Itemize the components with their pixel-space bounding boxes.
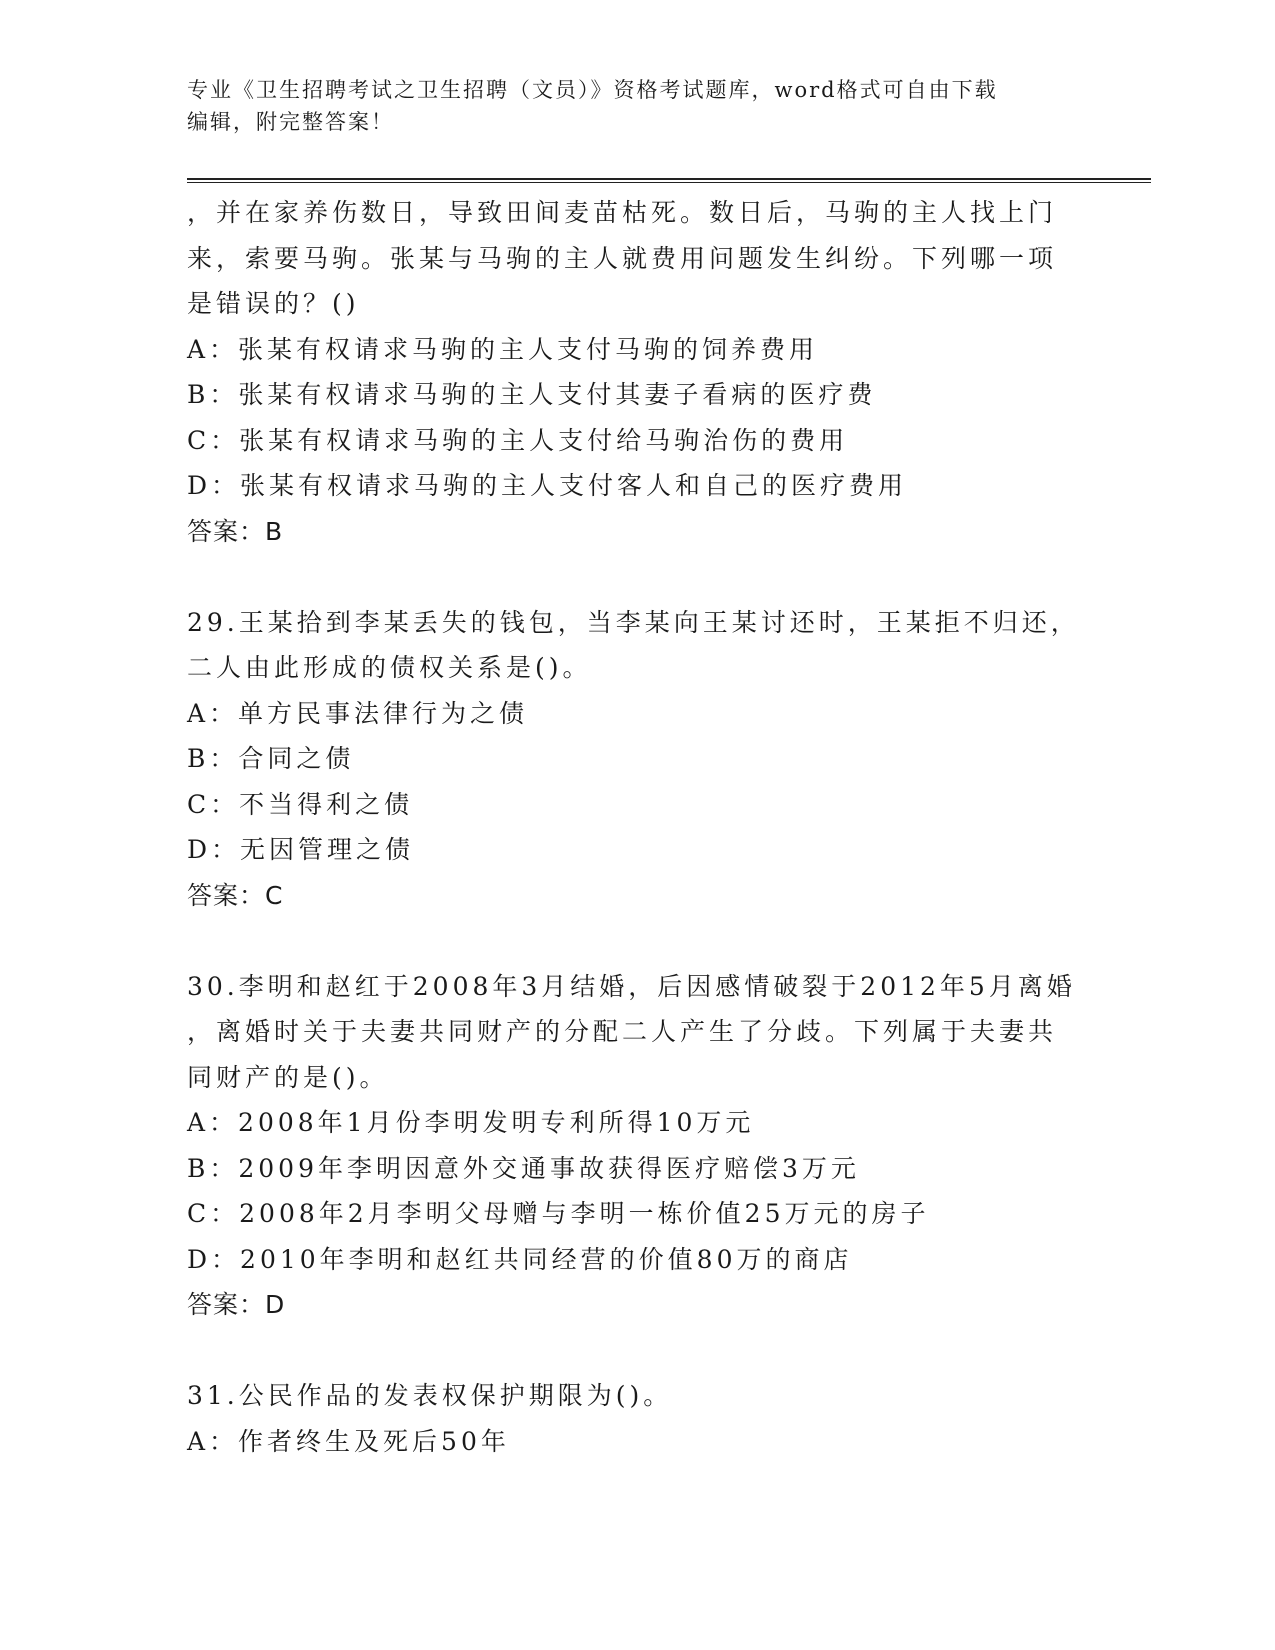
header-divider [187, 178, 1151, 183]
page-header [187, 74, 1067, 138]
option-c: C：2008年2月李明父母赠与李明一栋价值25万元的房子 [187, 1199, 930, 1228]
answer: 答案：D [187, 1290, 286, 1319]
question-text-line: 31.公民作品的发表权保护期限为()。 [187, 1381, 673, 1410]
spacer [187, 1328, 1087, 1374]
header-line-2: 编辑，附完整答案！ [187, 110, 394, 134]
question-text-line: 二人由此形成的债权关系是()。 [187, 653, 592, 682]
spacer [187, 554, 1087, 600]
option-a: A：单方民事法律行为之债 [187, 698, 529, 728]
option-d: D：张某有权请求马驹的主人支付客人和自己的医疗费用 [187, 471, 908, 500]
question-text-line: 30.李明和赵红于2008年3月结婚，后因感情破裂于2012年5月离婚 [187, 971, 1076, 1001]
question-30 [187, 964, 1087, 1328]
option-c: C：张某有权请求马驹的主人支付给马驹治伤的费用 [187, 425, 849, 455]
question-29 [187, 600, 1087, 919]
question-text-line: ，离婚时关于夫妻共同财产的分配二人产生了分歧。下列属于夫妻共 [187, 1017, 1058, 1046]
answer: 答案：C [187, 880, 284, 910]
question-text-line: 来，索要马驹。张某与马驹的主人就费用问题发生纠纷。下列哪一项 [187, 243, 1058, 273]
answer: 答案：B [187, 516, 284, 546]
option-b: B：张某有权请求马驹的主人支付其妻子看病的医疗费 [187, 380, 877, 409]
header-line-1: 专业《卫生招聘考试之卫生招聘（文员）》资格考试题库，word格式可自由下载 [187, 78, 998, 102]
question-text-line: 29.王某拾到李某丢失的钱包，当李某向王某讨还时，王某拒不归还， [187, 607, 1080, 637]
question-text-line: ，并在家养伤数日，导致田间麦苗枯死。数日后，马驹的主人找上门 [187, 198, 1058, 227]
option-b: B：2009年李明因意外交通事故获得医疗赔偿3万元 [187, 1153, 860, 1183]
option-d: D：无因管理之债 [187, 835, 415, 864]
option-d: D：2010年李明和赵红共同经营的价值80万的商店 [187, 1244, 853, 1274]
option-a: A：作者终生及死后50年 [187, 1426, 510, 1456]
option-b: B：合同之债 [187, 744, 355, 773]
question-31 [187, 1373, 1087, 1464]
option-c: C：不当得利之债 [187, 789, 414, 819]
spacer [187, 918, 1087, 964]
question-28 [187, 190, 1087, 554]
document-body [187, 190, 1087, 1464]
option-a: A：张某有权请求马驹的主人支付马驹的饲养费用 [187, 334, 819, 364]
question-text-line: 同财产的是()。 [187, 1062, 389, 1092]
question-text-line: 是错误的？() [187, 289, 360, 318]
option-a: A：2008年1月份李明发明专利所得10万元 [187, 1108, 755, 1137]
